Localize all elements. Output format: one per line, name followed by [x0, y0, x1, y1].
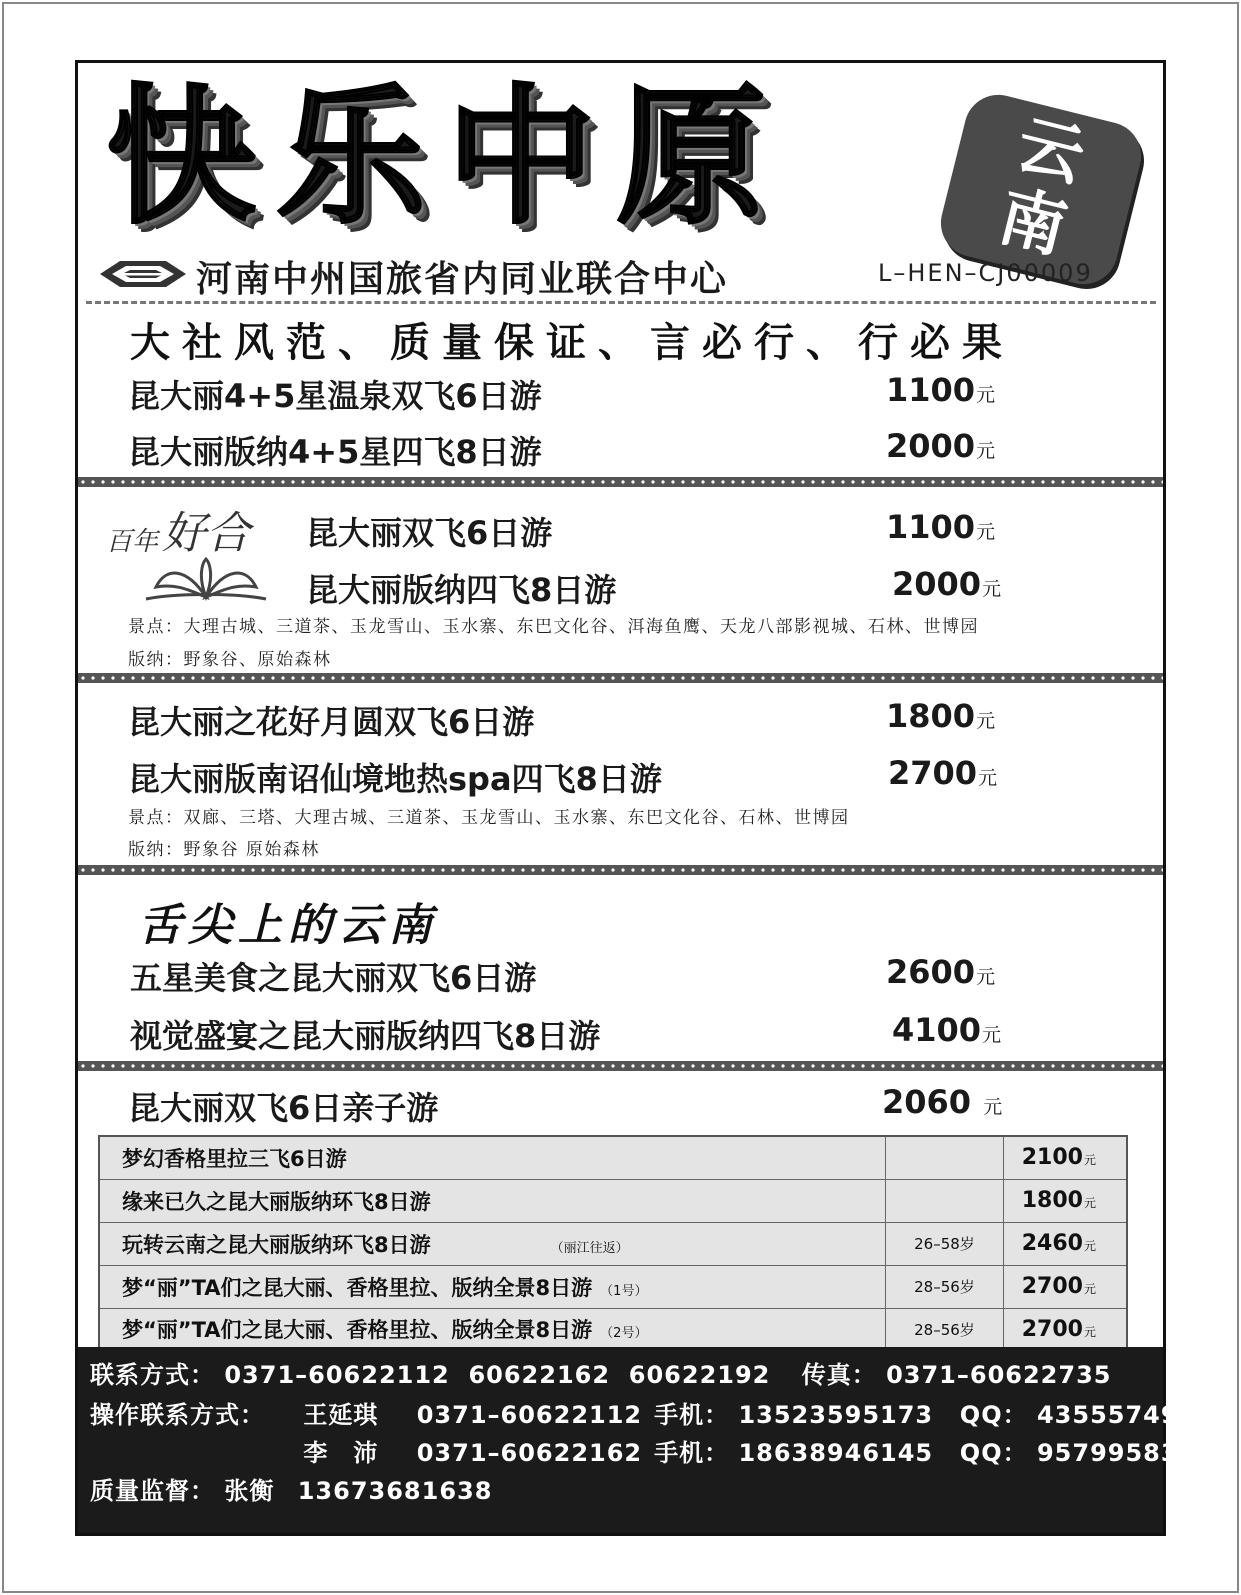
table-row: [99, 1265, 1127, 1308]
table-row: [99, 1222, 1127, 1265]
quality-line: 质量监督： 张衡 13673681638: [90, 1471, 492, 1506]
badge-char-top: 云: [1009, 105, 1093, 197]
badge-char-bottom: 南: [991, 177, 1075, 268]
tour-price: 2060 元: [882, 1083, 1003, 1121]
tour-price: 2100元: [1003, 1136, 1127, 1179]
organization-name: 河南中州国旅省内同业联合中心: [196, 259, 729, 300]
tour-price: 2700元: [1003, 1308, 1127, 1351]
banna-note: 版纳：野象谷、原始森林: [128, 650, 332, 670]
tour-name: 梦幻香格里拉三飞6日游: [122, 1146, 347, 1171]
section-divider: [78, 477, 1163, 487]
company-logo-icon: [100, 259, 186, 289]
tour-name: 玩转云南之昆大丽版纳环飞8日游: [122, 1232, 431, 1257]
tour-name: 昆大丽版南诏仙境地热spa四飞8日游: [128, 760, 662, 798]
ops-mobile: 18638946145: [738, 1439, 934, 1467]
contact-line: 联系方式： 0371–60622112 60622162 60622192 传真： 0371–60622735: [90, 1361, 1112, 1389]
tour-name: 梦“丽”TA们之昆大丽、香格里拉、版纳全景8日游: [122, 1275, 593, 1300]
tour-name: 视觉盛宴之昆大丽版纳四飞8日游: [130, 1017, 601, 1055]
tour-name: 昆大丽版纳四飞8日游: [306, 571, 617, 609]
tour-name: 昆大丽双飞6日游: [306, 514, 553, 552]
license-number: L–HEN–CJ00009: [878, 259, 1093, 287]
tour-name: 缘来已久之昆大丽版纳环飞8日游: [122, 1189, 431, 1214]
section-divider: [78, 1061, 1163, 1071]
section-divider: [78, 673, 1163, 683]
tour-price: 2700元: [888, 754, 998, 792]
table-row: [99, 1179, 1127, 1222]
age-range: [886, 1136, 1004, 1179]
tour-name: 昆大丽4+5星温泉双飞6日游: [128, 377, 542, 415]
age-range: 28–56岁: [886, 1308, 1004, 1351]
quality-phone: 13673681638: [297, 1477, 493, 1505]
ops-contact-line: 操作联系方式： 王延琪 0371–60622112 手机： 13523595173 QQ： 435557499: [90, 1395, 1196, 1430]
fax-number: 0371–60622735: [886, 1361, 1112, 1389]
contact-footer: [78, 1347, 1197, 1533]
contact-phones: 0371–60622112 60622162 60622192: [224, 1361, 771, 1389]
table-row: [99, 1308, 1127, 1351]
age-range: 28–56岁: [886, 1265, 1004, 1308]
tour-price: 1800元: [1003, 1179, 1127, 1222]
banna-note: 版纳：野象谷 原始森林: [128, 840, 320, 860]
age-range: [886, 1179, 1004, 1222]
tour-price: 1100元: [886, 508, 996, 546]
tour-price: 1800元: [886, 697, 996, 735]
tour-price-table: [98, 1135, 1128, 1352]
tour-price: 2000元: [892, 565, 1002, 603]
ops-phone: 0371–60622162: [416, 1439, 643, 1467]
tour-name: 昆大丽版纳4+5星四飞8日游: [128, 433, 542, 471]
tour-tag: （1号）: [600, 1283, 648, 1299]
tour-price: 2700元: [1003, 1265, 1127, 1308]
ops-contact-line: 李 沛 0371–60622162 手机： 18638946145 QQ： 957995839: [90, 1433, 1196, 1468]
attractions-note: 景点：大理古城、三道茶、玉龙雪山、玉水寨、东巴文化谷、洱海鱼鹰、天龙八部影视城、石林、世博园: [128, 617, 979, 637]
table-row: [99, 1136, 1127, 1179]
ops-qq: 957995839: [1036, 1439, 1197, 1467]
ops-mobile: 13523595173: [738, 1401, 934, 1429]
flyer: [75, 60, 1197, 1536]
age-range: 26–58岁: [886, 1222, 1004, 1265]
ops-name: 李 沛: [303, 1439, 379, 1467]
ops-phone: 0371–60622112: [416, 1401, 643, 1429]
ops-name: 王延琪: [303, 1401, 379, 1429]
tour-price: 1100元: [886, 371, 996, 409]
tour-tag: （丽江往返）: [550, 1240, 629, 1256]
script-title: 舌尖上的云南: [138, 900, 438, 951]
lotus-icon: [136, 557, 276, 603]
tour-name: 昆大丽之花好月圆双飞6日游: [128, 703, 535, 741]
main-title: 快乐中原: [106, 71, 787, 245]
tour-name: 昆大丽双飞6日亲子游: [128, 1089, 439, 1127]
section-divider: [78, 865, 1163, 875]
tour-name: 五星美食之昆大丽双飞6日游: [130, 959, 537, 997]
tour-price: 2600元: [886, 953, 996, 991]
slogan: 大社风范、质量保证、言必行、行必果: [130, 320, 1014, 366]
tour-price: 2460元: [1003, 1222, 1127, 1265]
ops-qq: 435557499: [1036, 1401, 1197, 1429]
header-dashed-divider: [86, 301, 1156, 304]
attractions-note: 景点：双廊、三塔、大理古城、三道茶、玉龙雪山、玉水寨、东巴文化谷、石林、世博园: [128, 808, 850, 828]
tour-price: 4100元: [892, 1011, 1002, 1049]
tour-name: 梦“丽”TA们之昆大丽、香格里拉、版纳全景8日游: [122, 1318, 593, 1343]
bainian-haohe-logo: 百年 好合: [106, 495, 286, 605]
tour-tag: （2号）: [600, 1326, 648, 1342]
quality-name: 张衡: [224, 1477, 275, 1505]
tour-price: 2000元: [886, 427, 996, 465]
